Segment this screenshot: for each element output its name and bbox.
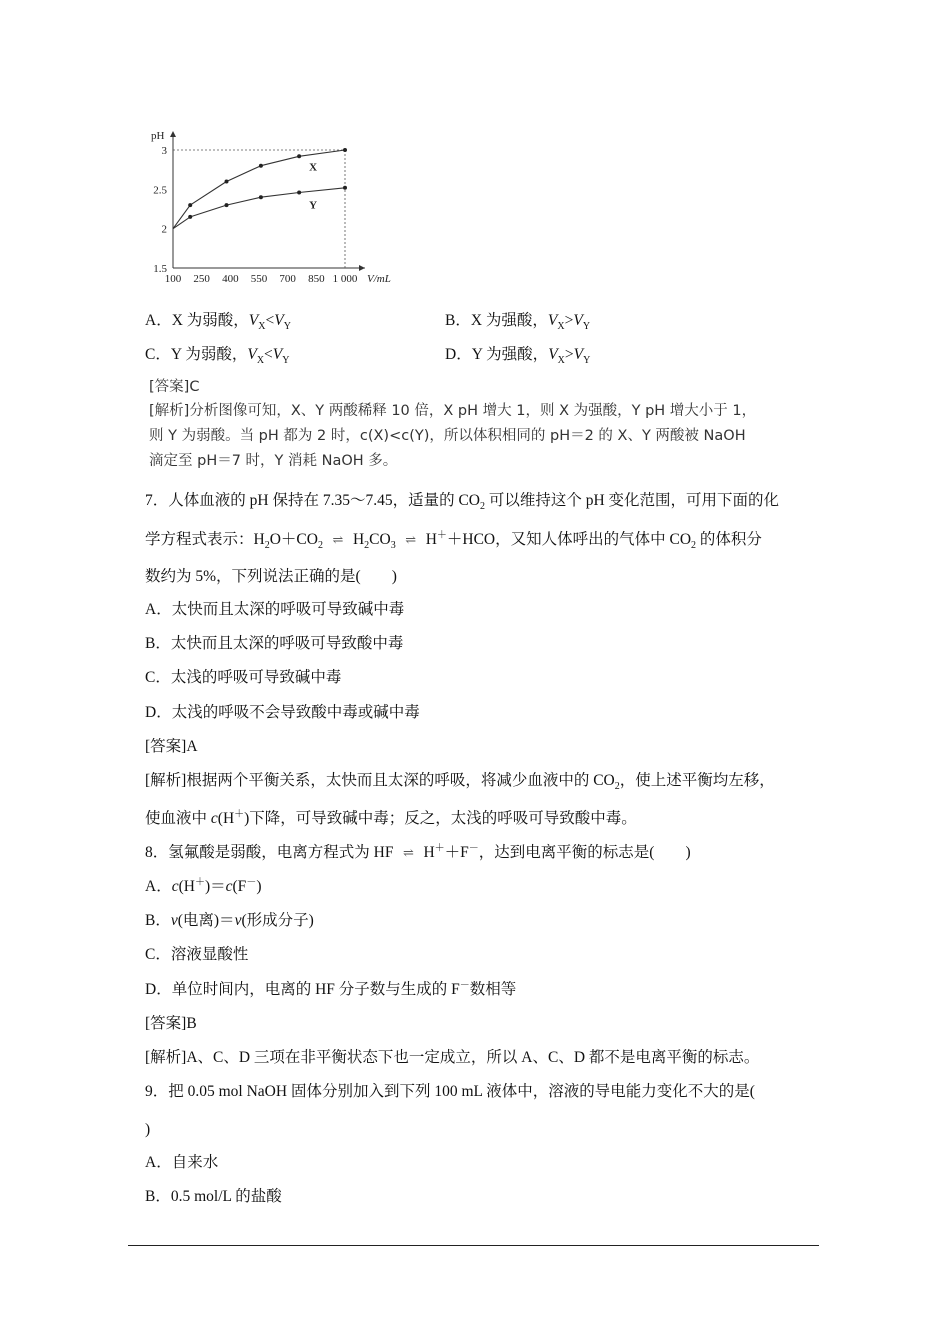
q7-option-a: A．太快而且太深的呼吸可导致碱中毒 [145,601,405,618]
q6-option-d: D．Y 为强酸，$V_X>V_Y$ [445,346,591,367]
ph-dilution-chart [145,125,405,290]
q9-option-a: A．自来水 [145,1154,219,1171]
q9-stem-line2: ) [145,1121,151,1138]
q7-analysis-line2: 使血液中 c(H＋)下降，可导致碱中毒；反之，太浅的呼吸可导致酸中毒。 [145,808,637,827]
q6-option-c: C．Y 为弱酸，$V_X<V_Y$ [145,346,290,367]
q6-option-a: A．X 为弱酸，$V_X<V_Y$ [145,312,291,333]
equilibrium-arrow: ⇌ [403,845,414,860]
q8-option-d: D．单位时间内，电离的 HF 分子数与生成的 F－数相等 [145,979,517,998]
series-line-y [173,188,345,229]
q7-stem-line2: 学方程式表示：$H_2O+CO_2$ ⇌ $H_2CO_3$ ⇌ H＋＋HCO，又知人体呼出的气体中 $CO_2$ 的体积分 [145,529,762,552]
footer-rule [128,1245,819,1246]
data-point-x [225,179,229,183]
q9-stem-line1: 9．把 0.05 mol NaOH 固体分别加入到下列 100 mL 液体中，溶液的导电能力变化不大的是( [145,1083,755,1100]
q7-option-d: D．太浅的呼吸不会导致酸中毒或碱中毒 [145,704,420,721]
x-tick-label: 250 [193,273,210,285]
x-tick-label: 550 [250,273,268,285]
data-point-y [259,195,263,199]
series-label-y: Y [309,199,318,212]
data-point-x [188,203,192,207]
q8-option-a: A．c(H＋)＝c(F－) [145,876,262,895]
q8-analysis: [解析]A、C、D 三项在非平衡状态下也一定成立，所以 A、C、D 都不是电离平衡的标志。 [145,1049,760,1066]
y-tick-label: 2.5 [153,184,167,197]
y-tick-label: 2 [161,223,167,236]
x-axis-arrow [359,265,365,271]
x-tick-label: 850 [308,273,325,285]
x-tick-label: 700 [279,273,296,285]
q7-option-b: B．太快而且太深的呼吸可导致酸中毒 [145,635,404,652]
q8-answer: [答案]B [145,1015,197,1032]
q7-analysis-line1: [解析]根据两个平衡关系，太快而且太深的呼吸，将减少血液中的 $CO_2$，使上述平衡均左移， [145,772,775,793]
q6-analysis-line2: 则 Y 为弱酸。当 pH 都为 2 时，c(X)<c(Y)，所以体积相同的 pH＝2 的 X、Y 两酸被 NaOH [149,428,746,444]
y-tick-label: 3 [161,145,167,157]
q8-option-b: B．v(电离)＝v(形成分子) [145,912,314,929]
x-tick-label: 1 000 [332,273,358,285]
y-axis-label: pH [151,130,165,142]
data-point-x [297,154,301,158]
q7-stem-line3: 数约为 5%，下列说法正确的是( ) [145,568,397,585]
data-point-y [188,215,192,219]
x-tick-label: 100 [164,273,182,285]
data-point-x [343,148,347,152]
x-tick-label: 400 [222,273,239,285]
q8-stem: 8．氢氟酸是弱酸，电离方程式为 HF ⇌ H＋＋F－，达到电离平衡的标志是( ) [145,842,691,861]
equilibrium-arrow: ⇌ [332,532,344,547]
q8-option-c: C．溶液显酸性 [145,946,249,963]
data-point-y [225,203,229,207]
equilibrium-arrow: ⇌ [405,532,417,547]
series-label-x: X [309,161,318,174]
q7-option-c: C．太浅的呼吸可导致碱中毒 [145,669,342,686]
data-point-y [343,186,347,190]
data-point-x [259,164,263,168]
q7-answer: [答案]A [145,738,198,755]
series-line-x [173,150,345,229]
x-axis-label: V/mL [367,273,391,285]
q9-option-b: B．0.5 mol/L 的盐酸 [145,1188,282,1205]
y-tick-label: 1.5 [153,263,167,275]
data-point-y [297,190,301,194]
q6-option-b: B．X 为强酸，$V_X>V_Y$ [445,312,591,333]
q6-analysis-line3: 滴定至 pH＝7 时，Y 消耗 NaOH 多。 [149,453,398,469]
q6-analysis-line1: [解析]分析图像可知，X、Y 两酸稀释 10 倍，X pH 增大 1，则 X 为强酸，Y pH 增大小于 1， [149,403,757,419]
q6-answer: [答案]C [149,379,200,395]
q7-stem-line1: 7．人体血液的 pH 保持在 7.35～7.45，适量的 $CO_2$ 可以维持这个 pH 变化范围，可用下面的化 [145,492,780,513]
y-axis-arrow [170,131,176,137]
